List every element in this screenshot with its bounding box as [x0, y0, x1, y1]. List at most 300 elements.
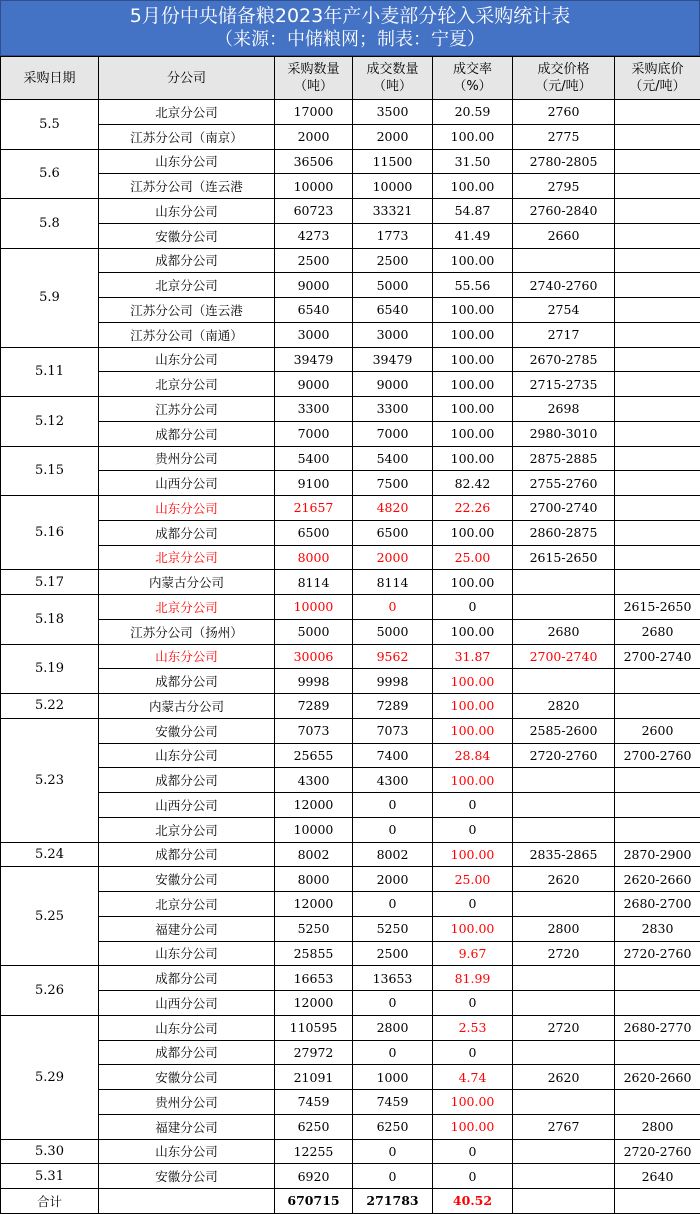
purchase-qty-cell: 4300: [275, 768, 353, 793]
purchase-qty-cell: 10000: [275, 174, 353, 199]
deal-rate-cell: 100.00: [433, 916, 513, 941]
table-row: [1, 471, 700, 496]
deal-qty-cell: 33321: [353, 199, 433, 224]
deal-rate-cell: 100.00: [433, 570, 513, 595]
deal-qty-cell: 8002: [353, 842, 433, 867]
floor-price-cell: [615, 471, 700, 496]
deal-rate-cell: 0: [433, 1139, 513, 1164]
table-row: [1, 149, 700, 174]
date-cell: 5.19: [1, 644, 99, 694]
deal-price-cell: [513, 892, 615, 917]
branch-cell: 成都分公司: [99, 520, 275, 545]
table-row: [1, 298, 700, 323]
deal-rate-cell: 4.74: [433, 1065, 513, 1090]
header-floor-price: [615, 57, 700, 100]
deal-qty-cell: 3500: [353, 100, 433, 125]
floor-price-cell: [615, 991, 700, 1016]
total-row: [1, 1189, 700, 1214]
table-row: [1, 223, 700, 248]
branch-cell: 山西分公司: [99, 471, 275, 496]
deal-price-cell: 2780-2805: [513, 149, 615, 174]
floor-price-cell: 2700-2740: [615, 644, 700, 669]
table-row: [1, 1114, 700, 1139]
floor-price-cell: [615, 100, 700, 125]
deal-qty-cell: 5400: [353, 446, 433, 471]
floor-price-cell: 2700-2760: [615, 743, 700, 768]
floor-price-cell: 2830: [615, 916, 700, 941]
purchase-qty-cell: 8002: [275, 842, 353, 867]
date-cell: 5.23: [1, 718, 99, 842]
report-title-banner: [0, 0, 700, 56]
deal-price-cell: 2620: [513, 867, 615, 892]
deal-price-cell: [513, 966, 615, 991]
header-deal-price-label: 成交价格: [537, 62, 589, 77]
date-cell: 5.5: [1, 100, 99, 150]
purchase-qty-cell: 21091: [275, 1065, 353, 1090]
table-row: [1, 669, 700, 694]
deal-rate-cell: 0: [433, 595, 513, 620]
purchase-qty-cell: 25655: [275, 743, 353, 768]
floor-price-cell: [615, 694, 700, 719]
deal-qty-cell: 13653: [353, 966, 433, 991]
table-row: [1, 867, 700, 892]
purchase-qty-cell: 36506: [275, 149, 353, 174]
purchase-qty-cell: 7289: [275, 694, 353, 719]
floor-price-cell: 2620-2660: [615, 1065, 700, 1090]
table-row: [1, 941, 700, 966]
date-cell: 5.29: [1, 1015, 99, 1139]
date-cell: 5.25: [1, 867, 99, 966]
purchase-qty-cell: 9000: [275, 273, 353, 298]
deal-rate-cell: 100.00: [433, 446, 513, 471]
header-branch: [99, 57, 275, 100]
deal-price-cell: 2680: [513, 619, 615, 644]
deal-price-cell: 2698: [513, 397, 615, 422]
purchase-qty-cell: 30006: [275, 644, 353, 669]
floor-price-cell: [615, 669, 700, 694]
deal-price-cell: 2670-2785: [513, 347, 615, 372]
floor-price-cell: [615, 298, 700, 323]
deal-price-cell: 2720-2760: [513, 743, 615, 768]
deal-price-cell: [513, 1164, 615, 1189]
deal-price-cell: 2754: [513, 298, 615, 323]
branch-cell: 安徽分公司: [99, 718, 275, 743]
branch-cell: 成都分公司: [99, 421, 275, 446]
purchase-qty-cell: 5250: [275, 916, 353, 941]
table-row: [1, 1090, 700, 1115]
deal-rate-cell: 100.00: [433, 124, 513, 149]
branch-cell: 江苏分公司（连云港: [99, 174, 275, 199]
deal-rate-cell: 100.00: [433, 347, 513, 372]
deal-qty-cell: 0: [353, 595, 433, 620]
deal-rate-cell: 100.00: [433, 421, 513, 446]
header-deal-rate-unit: （%）: [453, 79, 491, 94]
purchase-qty-cell: 6500: [275, 520, 353, 545]
purchase-qty-cell: 5000: [275, 619, 353, 644]
table-row: [1, 570, 700, 595]
deal-rate-cell: 20.59: [433, 100, 513, 125]
deal-price-cell: 2717: [513, 322, 615, 347]
purchase-qty-cell: 4273: [275, 223, 353, 248]
floor-price-cell: [615, 793, 700, 818]
table-row: [1, 1139, 700, 1164]
floor-price-cell: [615, 322, 700, 347]
table-row: [1, 966, 700, 991]
deal-price-cell: 2720: [513, 941, 615, 966]
table-row: [1, 842, 700, 867]
deal-rate-cell: 100.00: [433, 1114, 513, 1139]
header-floor-price-unit: （元/吨）: [629, 79, 685, 94]
date-cell: 5.11: [1, 347, 99, 397]
branch-cell: 贵州分公司: [99, 446, 275, 471]
date-cell: 5.26: [1, 966, 99, 1016]
floor-price-cell: [615, 149, 700, 174]
date-cell: 5.22: [1, 694, 99, 719]
deal-qty-cell: 2500: [353, 248, 433, 273]
date-cell: 5.9: [1, 248, 99, 347]
deal-qty-cell: 7289: [353, 694, 433, 719]
table-row: [1, 322, 700, 347]
date-cell: 5.30: [1, 1139, 99, 1164]
floor-price-cell: 2800: [615, 1114, 700, 1139]
purchase-qty-cell: 6540: [275, 298, 353, 323]
branch-cell: 山东分公司: [99, 347, 275, 372]
date-cell: 5.12: [1, 397, 99, 447]
deal-qty-cell: 6250: [353, 1114, 433, 1139]
header-date: [1, 57, 99, 100]
purchase-qty-cell: 10000: [275, 817, 353, 842]
deal-rate-cell: 0: [433, 817, 513, 842]
deal-qty-cell: 9562: [353, 644, 433, 669]
deal-price-cell: 2875-2885: [513, 446, 615, 471]
deal-price-cell: [513, 817, 615, 842]
table-row: [1, 273, 700, 298]
purchase-qty-cell: 12000: [275, 892, 353, 917]
branch-cell: 内蒙古分公司: [99, 570, 275, 595]
deal-rate-cell: 100.00: [433, 768, 513, 793]
purchase-qty-cell: 2500: [275, 248, 353, 273]
deal-qty-cell: 7500: [353, 471, 433, 496]
deal-price-cell: [513, 991, 615, 1016]
deal-rate-cell: 100.00: [433, 174, 513, 199]
branch-cell: 山东分公司: [99, 941, 275, 966]
deal-rate-cell: 9.67: [433, 941, 513, 966]
deal-qty-cell: 11500: [353, 149, 433, 174]
deal-price-cell: [513, 793, 615, 818]
header-deal-rate-label: 成交率: [453, 62, 492, 77]
branch-cell: 成都分公司: [99, 669, 275, 694]
table-row: [1, 496, 700, 521]
purchase-qty-cell: 8000: [275, 545, 353, 570]
branch-cell: 江苏分公司（连云港: [99, 298, 275, 323]
purchase-qty-cell: 7073: [275, 718, 353, 743]
deal-qty-cell: 2000: [353, 124, 433, 149]
branch-cell: 北京分公司: [99, 892, 275, 917]
purchase-qty-cell: 6920: [275, 1164, 353, 1189]
deal-qty-cell: 0: [353, 991, 433, 1016]
deal-price-cell: 2585-2600: [513, 718, 615, 743]
deal-qty-cell: 0: [353, 793, 433, 818]
deal-price-cell: 2980-3010: [513, 421, 615, 446]
branch-cell: 贵州分公司: [99, 1090, 275, 1115]
deal-rate-cell: 100.00: [433, 1090, 513, 1115]
floor-price-cell: [615, 421, 700, 446]
purchase-qty-cell: 12000: [275, 793, 353, 818]
table-row: [1, 595, 700, 620]
purchase-qty-cell: 12000: [275, 991, 353, 1016]
deal-rate-cell: 2.53: [433, 1015, 513, 1040]
branch-cell: 福建分公司: [99, 1114, 275, 1139]
total-floor-price: [615, 1189, 700, 1214]
header-purchase-qty-unit: （吨）: [294, 79, 333, 94]
table-row: [1, 644, 700, 669]
deal-rate-cell: 31.87: [433, 644, 513, 669]
table-row: [1, 421, 700, 446]
deal-qty-cell: 8114: [353, 570, 433, 595]
deal-price-cell: 2835-2865: [513, 842, 615, 867]
date-cell: 5.6: [1, 149, 99, 199]
branch-cell: 山东分公司: [99, 496, 275, 521]
deal-price-cell: 2800: [513, 916, 615, 941]
header-floor-price-label: 采购底价: [631, 62, 683, 77]
deal-price-cell: [513, 570, 615, 595]
report-title: 5月份中央储备粮2023年产小麦部分轮入采购统计表: [130, 4, 570, 28]
deal-rate-cell: 28.84: [433, 743, 513, 768]
purchase-qty-cell: 21657: [275, 496, 353, 521]
deal-rate-cell: 55.56: [433, 273, 513, 298]
branch-cell: 北京分公司: [99, 100, 275, 125]
deal-rate-cell: 100.00: [433, 397, 513, 422]
deal-qty-cell: 0: [353, 1040, 433, 1065]
deal-rate-cell: 0: [433, 1040, 513, 1065]
floor-price-cell: [615, 446, 700, 471]
deal-price-cell: 2700-2740: [513, 644, 615, 669]
total-branch: [99, 1189, 275, 1214]
branch-cell: 江苏分公司（南京）: [99, 124, 275, 149]
deal-rate-cell: 22.26: [433, 496, 513, 521]
total-deal-price: [513, 1189, 615, 1214]
table-row: [1, 991, 700, 1016]
floor-price-cell: [615, 570, 700, 595]
header-purchase-qty: [275, 57, 353, 100]
deal-rate-cell: 100.00: [433, 248, 513, 273]
floor-price-cell: [615, 545, 700, 570]
deal-price-cell: 2720: [513, 1015, 615, 1040]
floor-price-cell: 2720-2760: [615, 1139, 700, 1164]
date-cell: 5.15: [1, 446, 99, 496]
deal-price-cell: 2767: [513, 1114, 615, 1139]
branch-cell: 北京分公司: [99, 817, 275, 842]
deal-qty-cell: 6540: [353, 298, 433, 323]
table-row: [1, 397, 700, 422]
total-deal-rate: 40.52: [433, 1189, 513, 1214]
floor-price-cell: 2680-2700: [615, 892, 700, 917]
deal-price-cell: 2615-2650: [513, 545, 615, 570]
deal-rate-cell: 100.00: [433, 718, 513, 743]
deal-rate-cell: 31.50: [433, 149, 513, 174]
deal-qty-cell: 39479: [353, 347, 433, 372]
table-row: [1, 793, 700, 818]
deal-qty-cell: 10000: [353, 174, 433, 199]
deal-rate-cell: 25.00: [433, 545, 513, 570]
deal-qty-cell: 4300: [353, 768, 433, 793]
floor-price-cell: [615, 966, 700, 991]
deal-qty-cell: 0: [353, 1164, 433, 1189]
deal-rate-cell: 41.49: [433, 223, 513, 248]
deal-price-cell: 2795: [513, 174, 615, 199]
deal-price-cell: 2740-2760: [513, 273, 615, 298]
deal-qty-cell: 7000: [353, 421, 433, 446]
floor-price-cell: 2600: [615, 718, 700, 743]
deal-qty-cell: 4820: [353, 496, 433, 521]
branch-cell: 北京分公司: [99, 595, 275, 620]
deal-price-cell: 2760-2840: [513, 199, 615, 224]
deal-rate-cell: 100.00: [433, 298, 513, 323]
deal-qty-cell: 1773: [353, 223, 433, 248]
purchase-qty-cell: 10000: [275, 595, 353, 620]
branch-cell: 成都分公司: [99, 768, 275, 793]
branch-cell: 山西分公司: [99, 793, 275, 818]
deal-qty-cell: 0: [353, 1139, 433, 1164]
wheat-purchase-table: [0, 56, 700, 1214]
table-row: [1, 768, 700, 793]
purchase-qty-cell: 27972: [275, 1040, 353, 1065]
floor-price-cell: [615, 124, 700, 149]
branch-cell: 北京分公司: [99, 372, 275, 397]
purchase-qty-cell: 12255: [275, 1139, 353, 1164]
floor-price-cell: [615, 817, 700, 842]
branch-cell: 山西分公司: [99, 991, 275, 1016]
report-source: （来源：中储粮网；制表：宁夏）: [215, 28, 485, 52]
date-cell: 5.8: [1, 199, 99, 249]
floor-price-cell: [615, 174, 700, 199]
deal-price-cell: [513, 248, 615, 273]
deal-rate-cell: 54.87: [433, 199, 513, 224]
floor-price-cell: [615, 199, 700, 224]
floor-price-cell: [615, 347, 700, 372]
deal-qty-cell: 0: [353, 817, 433, 842]
branch-cell: 成都分公司: [99, 966, 275, 991]
table-row: [1, 347, 700, 372]
table-row: [1, 619, 700, 644]
total-deal-qty: 271783: [353, 1189, 433, 1214]
floor-price-cell: 2620-2660: [615, 867, 700, 892]
deal-rate-cell: 100.00: [433, 520, 513, 545]
table-row: [1, 372, 700, 397]
purchase-qty-cell: 110595: [275, 1015, 353, 1040]
table-row: [1, 520, 700, 545]
deal-rate-cell: 0: [433, 1164, 513, 1189]
deal-qty-cell: 5000: [353, 273, 433, 298]
deal-qty-cell: 5250: [353, 916, 433, 941]
floor-price-cell: [615, 1090, 700, 1115]
deal-qty-cell: 2500: [353, 941, 433, 966]
purchase-qty-cell: 9100: [275, 471, 353, 496]
deal-rate-cell: 100.00: [433, 694, 513, 719]
deal-rate-cell: 100.00: [433, 842, 513, 867]
floor-price-cell: [615, 248, 700, 273]
table-row: [1, 248, 700, 273]
deal-price-cell: [513, 669, 615, 694]
branch-cell: 安徽分公司: [99, 1164, 275, 1189]
floor-price-cell: [615, 372, 700, 397]
deal-rate-cell: 100.00: [433, 669, 513, 694]
floor-price-cell: 2640: [615, 1164, 700, 1189]
deal-rate-cell: 100.00: [433, 619, 513, 644]
table-row: [1, 545, 700, 570]
table-row: [1, 694, 700, 719]
floor-price-cell: [615, 397, 700, 422]
deal-rate-cell: 0: [433, 991, 513, 1016]
deal-rate-cell: 0: [433, 793, 513, 818]
date-cell: 5.18: [1, 595, 99, 645]
table-row: [1, 100, 700, 125]
purchase-qty-cell: 7459: [275, 1090, 353, 1115]
header-date-label: 采购日期: [23, 71, 75, 86]
table-row: [1, 1164, 700, 1189]
purchase-qty-cell: 9998: [275, 669, 353, 694]
deal-price-cell: 2700-2740: [513, 496, 615, 521]
purchase-qty-cell: 39479: [275, 347, 353, 372]
purchase-qty-cell: 9000: [275, 372, 353, 397]
floor-price-cell: 2680-2770: [615, 1015, 700, 1040]
branch-cell: 福建分公司: [99, 916, 275, 941]
deal-qty-cell: 3000: [353, 322, 433, 347]
floor-price-cell: 2720-2760: [615, 941, 700, 966]
deal-price-cell: [513, 1040, 615, 1065]
table-row: [1, 199, 700, 224]
branch-cell: 江苏分公司: [99, 397, 275, 422]
deal-rate-cell: 100.00: [433, 322, 513, 347]
table-row: [1, 916, 700, 941]
header-purchase-qty-label: 采购数量: [287, 62, 339, 77]
branch-cell: 安徽分公司: [99, 223, 275, 248]
deal-qty-cell: 1000: [353, 1065, 433, 1090]
branch-cell: 内蒙古分公司: [99, 694, 275, 719]
header-deal-price: [513, 57, 615, 100]
branch-cell: 山东分公司: [99, 149, 275, 174]
floor-price-cell: 2615-2650: [615, 595, 700, 620]
floor-price-cell: 2680: [615, 619, 700, 644]
floor-price-cell: [615, 273, 700, 298]
deal-qty-cell: 7073: [353, 718, 433, 743]
table-row: [1, 124, 700, 149]
header-deal-qty-label: 成交数量: [366, 62, 418, 77]
deal-price-cell: 2755-2760: [513, 471, 615, 496]
table-row: [1, 446, 700, 471]
deal-qty-cell: 5000: [353, 619, 433, 644]
purchase-qty-cell: 7000: [275, 421, 353, 446]
date-cell: 5.31: [1, 1164, 99, 1189]
deal-qty-cell: 7459: [353, 1090, 433, 1115]
floor-price-cell: [615, 520, 700, 545]
purchase-qty-cell: 5400: [275, 446, 353, 471]
branch-cell: 安徽分公司: [99, 1065, 275, 1090]
purchase-qty-cell: 17000: [275, 100, 353, 125]
deal-price-cell: 2660: [513, 223, 615, 248]
floor-price-cell: 2870-2900: [615, 842, 700, 867]
deal-qty-cell: 6500: [353, 520, 433, 545]
purchase-qty-cell: 16653: [275, 966, 353, 991]
deal-qty-cell: 9998: [353, 669, 433, 694]
table-header-row: [1, 57, 700, 100]
table-row: [1, 1065, 700, 1090]
deal-price-cell: 2620: [513, 1065, 615, 1090]
deal-price-cell: [513, 1139, 615, 1164]
purchase-qty-cell: 8114: [275, 570, 353, 595]
deal-price-cell: 2760: [513, 100, 615, 125]
purchase-qty-cell: 6250: [275, 1114, 353, 1139]
